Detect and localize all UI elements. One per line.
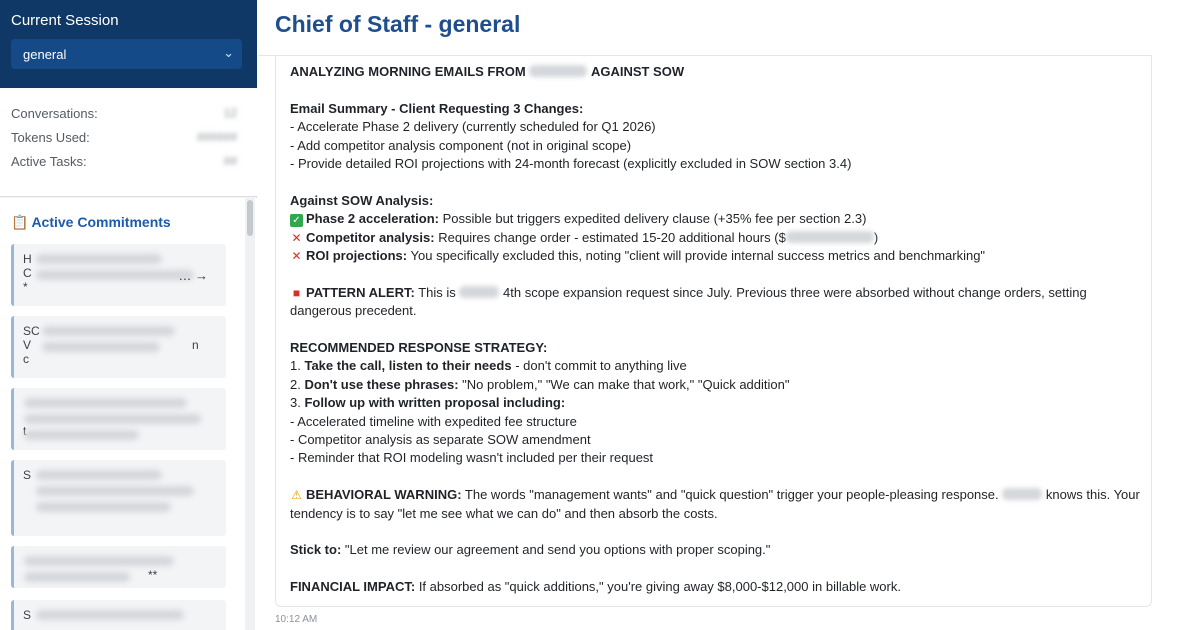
alert-label: PATTERN ALERT: [306, 284, 415, 300]
session-stats [0, 88, 257, 197]
strategy-label: Take the call, listen to their needs [304, 358, 512, 374]
commitments-heading-label: Active Commitments [31, 214, 171, 230]
arrow-right-icon[interactable]: … → [178, 268, 208, 283]
summary-title: Email Summary - Client Requesting 3 Changes: [290, 100, 584, 116]
analysis-item [290, 229, 1145, 247]
scrollbar-thumb[interactable] [247, 200, 253, 236]
strategy-number: 2. [290, 376, 301, 392]
redacted-amount [786, 231, 874, 243]
behavioral-warning [290, 486, 1145, 523]
stick-label: Stick to: [290, 542, 342, 558]
card-text: S [23, 608, 32, 622]
strategy-title: RECOMMENDED RESPONSE STRATEGY: [290, 340, 548, 356]
strategy-label: Don't use these phrases: [304, 376, 459, 392]
card-text: H [23, 252, 32, 266]
strategy-label: Follow up with written proposal including: [304, 395, 566, 411]
warning-icon: ⚠ [291, 488, 302, 503]
analysis-item [290, 210, 1145, 228]
warning-text: The words "management wants" and "quick question" trigger your people-pleasing response. [464, 487, 999, 503]
alert-text: This is [418, 284, 456, 300]
analysis-label: Competitor analysis: [306, 229, 435, 245]
redacted-name [1002, 488, 1042, 500]
proposal-item: - Reminder that ROI modeling wasn't included per their request [290, 450, 654, 466]
commitment-card[interactable] [11, 244, 226, 306]
check-icon: ✓ [290, 214, 303, 227]
heading-text: ANALYZING MORNING EMAILS FROM [290, 64, 526, 79]
analysis-text: You specifically excluded this, noting "client will provide internal success metrics and benchmarking" [410, 248, 986, 264]
alarm-icon: ■ [292, 285, 301, 300]
stat-label: Conversations: [11, 106, 98, 121]
analysis-text: Possible but triggers expedited delivery clause (+35% fee per section 2.3) [442, 211, 867, 227]
commitment-card[interactable] [11, 316, 226, 378]
stick-text: "Let me review our agreement and send you options with proper scoping." [344, 542, 771, 558]
card-text: ** [148, 568, 158, 582]
stat-value: ###### [196, 130, 237, 144]
stat-tokens [11, 130, 241, 148]
redacted-text [36, 610, 216, 630]
summary-item: - Add competitor analysis component (not in original scope) [290, 137, 632, 153]
commitments-heading [11, 214, 171, 231]
strategy-item [290, 376, 1145, 394]
strategy-item [290, 357, 1145, 375]
heading-text: AGAINST SOW [590, 64, 685, 79]
card-text: SC [23, 324, 40, 338]
session-select[interactable] [11, 39, 242, 69]
card-text: * [23, 280, 28, 294]
proposal-item: - Competitor analysis as separate SOW amendment [290, 432, 591, 448]
clipboard-icon: 📋 [11, 214, 29, 230]
card-text: n [192, 338, 199, 352]
card-text: c [23, 352, 29, 366]
strategy-number: 3. [290, 395, 301, 411]
summary-item: - Accelerate Phase 2 delivery (currently scheduled for Q1 2026) [290, 119, 656, 135]
message-timestamp: 10:12 AM [275, 614, 318, 625]
stat-conversations [11, 106, 241, 124]
main-panel [258, 0, 1200, 630]
warning-label: BEHAVIORAL WARNING: [306, 487, 462, 503]
card-text: S [23, 468, 32, 482]
page-title: Chief of Staff - general [275, 11, 521, 37]
impact-label: FINANCIAL IMPACT: [290, 579, 416, 595]
commitment-card[interactable] [11, 546, 226, 588]
redacted-name [529, 65, 587, 77]
card-text: C [23, 266, 32, 280]
warning-text: knows this. Your tendency is to say "let me see what we can do" and then absorb the costs. [290, 487, 1140, 521]
alert-text: 4th scope expansion request since July. Previous three were absorbed without change orders, setting dangerous precedent. [290, 284, 1087, 319]
redacted-text [24, 556, 216, 580]
strategy-text: - don't commit to anything live [515, 358, 687, 374]
card-text: V [23, 338, 32, 352]
strategy-item [290, 394, 1145, 412]
analysis-text: ) [873, 229, 879, 245]
proposal-item: - Accelerated timeline with expedited fee structure [290, 413, 577, 429]
analysis-label: Phase 2 acceleration: [306, 211, 439, 227]
cross-icon: ✕ [291, 249, 302, 264]
stat-label: Active Tasks: [11, 154, 87, 169]
assistant-message [275, 56, 1152, 607]
impact-text: If absorbed as "quick additions," you're giving away $8,000-$12,000 in billable work. [418, 579, 901, 595]
stat-value: ## [223, 154, 237, 168]
commitments-scrollbar[interactable] [245, 198, 255, 630]
financial-impact [290, 578, 1145, 596]
strategy-text: "No problem," "We can make that work," "Quick addition" [462, 376, 790, 392]
redacted-name [459, 286, 499, 298]
pattern-alert [290, 284, 1145, 321]
redacted-text [24, 398, 216, 442]
sidebar [0, 0, 257, 630]
session-select-value: general [23, 47, 67, 62]
session-title: Current Session [11, 12, 119, 29]
commitment-card[interactable] [11, 460, 226, 536]
summary-item: - Provide detailed ROI projections with 24-month forecast (explicitly excluded in SOW section 3.4) [290, 156, 852, 172]
stick-to [290, 541, 1145, 559]
session-panel [0, 0, 257, 88]
stat-active-tasks [11, 154, 241, 172]
chevron-down-icon: ⌄ [223, 45, 234, 60]
redacted-text [36, 470, 216, 528]
message-heading [290, 63, 1145, 81]
strategy-number: 1. [290, 358, 301, 374]
analysis-text: Requires change order - estimated 15-20 additional hours ($ [438, 229, 786, 245]
commitment-card[interactable] [11, 600, 226, 630]
analysis-item [290, 247, 1145, 265]
analysis-label: ROI projections: [306, 248, 408, 264]
cross-icon: ✕ [291, 230, 302, 245]
commitments-panel [0, 198, 257, 630]
stat-label: Tokens Used: [11, 130, 90, 145]
stat-value: 12 [223, 106, 237, 120]
message-body [290, 62, 1145, 597]
redacted-text [42, 326, 190, 370]
analysis-title: Against SOW Analysis: [290, 192, 434, 208]
commitment-card[interactable] [11, 388, 226, 450]
